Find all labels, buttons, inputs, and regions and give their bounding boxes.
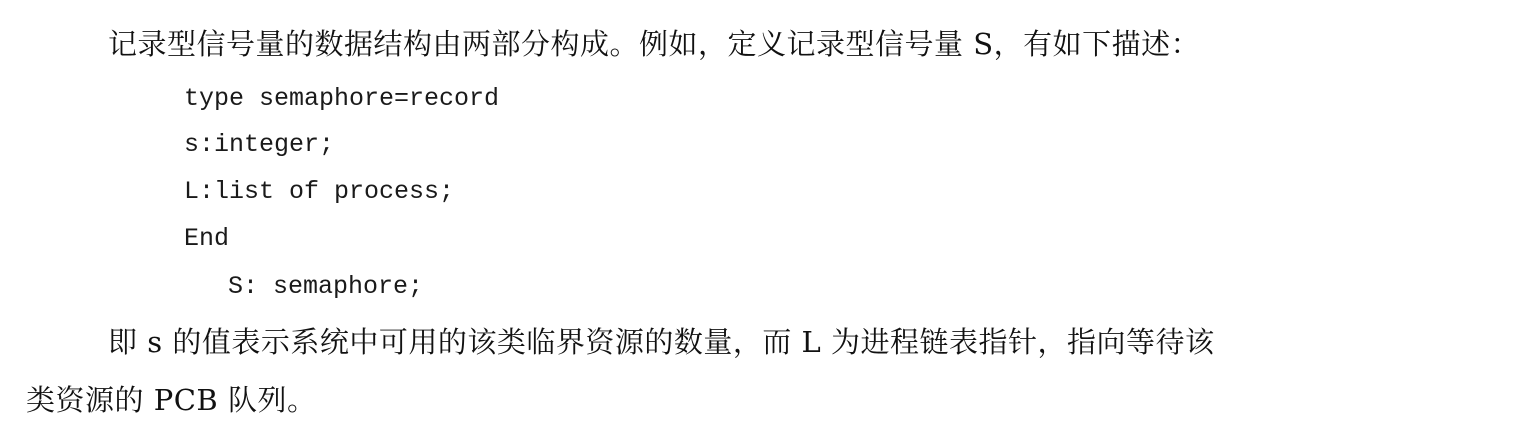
code-line-declaration: S: semaphore; xyxy=(228,272,424,301)
explanation-line-1: 即 s 的值表示系统中可用的该类临界资源的数量，而 L 为进程链表指针，指向等待该 xyxy=(108,325,1215,359)
code-line-end: End xyxy=(184,224,230,253)
explanation-line-2: 类资源的 PCB 队列。 xyxy=(26,383,317,417)
code-line-list: L:list of process; xyxy=(184,177,455,206)
intro-paragraph: 记录型信号量的数据结构由两部分构成。例如，定义记录型信号量 S，有如下描述： xyxy=(108,27,1201,61)
code-line-type: type semaphore=record xyxy=(184,84,500,113)
code-line-integer: s:integer; xyxy=(184,130,335,159)
